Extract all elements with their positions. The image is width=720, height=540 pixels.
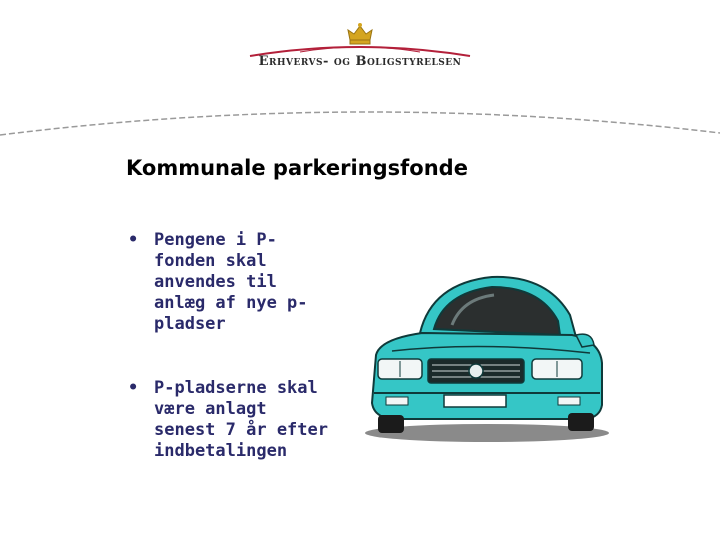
bullet-text: P-pladserne skal være anlagt senest 7 år efter indbetalingen	[154, 378, 328, 461]
organization-name: Erhvervs- og Boligstyrelsen	[258, 54, 462, 69]
bullet-marker: •	[128, 230, 139, 250]
bullet-marker: •	[128, 378, 139, 398]
header	[0, 0, 720, 150]
car-icon	[362, 255, 612, 445]
slide-title: Kommunale parkeringsfonde	[126, 156, 468, 180]
bullet-text: Pengene i P- fonden skal anvendes til anlæg af nye p- pladser	[154, 230, 308, 334]
crown-icon	[346, 22, 374, 46]
header-divider	[0, 95, 720, 140]
